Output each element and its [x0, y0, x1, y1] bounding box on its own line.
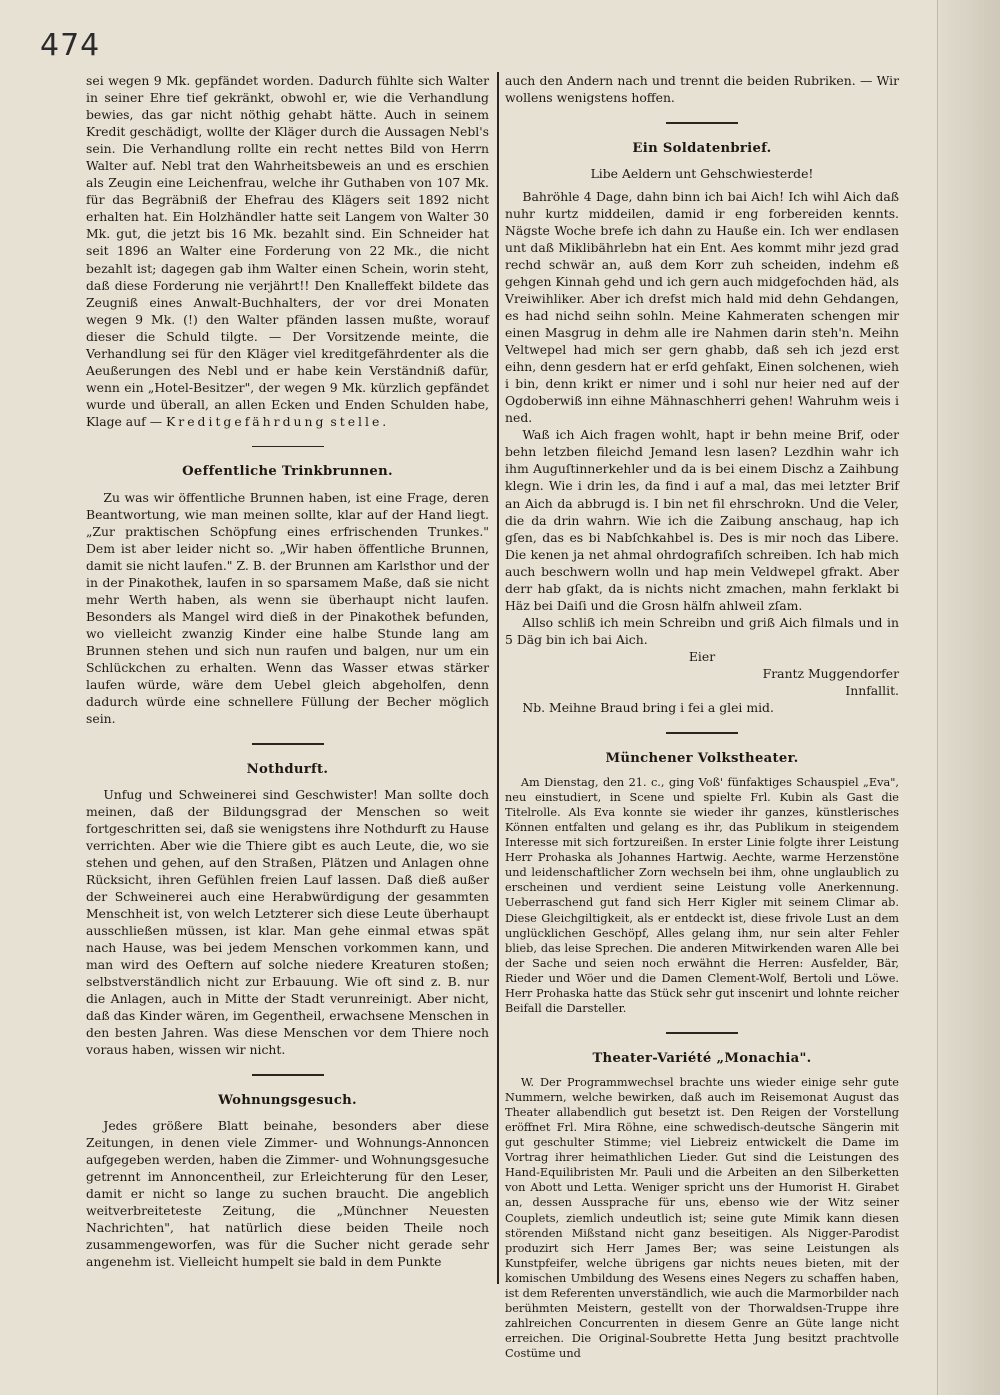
article-monachia: W. Der Programmwechsel brachte uns wieder einige sehr gute Nummern, welche bewirken, daß auch im Reisemonat August das Theater allabendlich gut besetzt ist. Den Reigen der Vorstellung eröffnet Frl. Mira Röhne, eine schwedisch-deutsche Sängerin mit gut geschulter Stimme; viel Liebreiz entwickelt die Dame im Vortrag ihrer heimathlichen Lieder. Gut sind die Leistungen des Hand-Equilibristen Mr. Pauli und die Arbeiten an den Silberketten von Abott und Letta. Weniger spricht uns der Humorist H. Girabet an, dessen Aussprache für uns, ebenso wie der Witz seiner Couplets, ziemlich undeutlich ist; seine gute Mimik kann diesen störenden Mißstand nicht ganz beseitigen. Als Nigger-Parodist produzirt sich Herr James Ber; was seine Leistungen als Kunstpfeifer, welche übrigens gar nichts neues bieten, mit der komischen Umbildung des Wesens eines Negers zu schaffen haben, ist dem Referenten unverständlich, wie auch die Marmorbilder nach berühmten Meistern, gestellt von der Thorwaldsen-Truppe ihre zahlreichen Concurrenten in diesem Genre an Güte lange nicht erreichen. Die Original-Soubrette Hetta Jung besitzt prachtvolle Costüme und [505, 1075, 899, 1361]
handwritten-page-number: 474 [40, 28, 101, 63]
letter-postscript: Nb. Meihne Braud bring i fei a glei mid. [522, 700, 774, 716]
letter-closing: Eier [688, 648, 716, 664]
section-divider [666, 1032, 738, 1034]
letter-paragraph: Bahröhle 4 Dage, dahn binn ich bai Aich! Ich wihl Aich daß nuhr kurtz middeilen, damid ir eng forbereiden kennts. Nägste Woche brefe ich dahn zu Hauße ein. Ich wer endlasen unt daß Miklibährlebn hat ein Ent. Aes kommt mihr jezd grad rechd schwär an, auß dem Korr zuh scheiden, indehm eß gehgen Kinnah gehd und ich gern auch midgefochden häd, als Vreiwihliker. Aber ich drefst mich hald mid dehn Gehdangen, es had nichd seihn sohln. Meine Kahmeraten schengen mir einen Masgrug in dehm alle ire Nahmen darin steh'n. Meihn Veltwepel had mich ser gern ghabb, daß seh ich jezd erst eihn, denn gesdern hat er erſd gehſakt, Einen solchenen, wieh i bin, denn krikt er nimer und i sohl nur heier ned auf der Ogdoberwiß inn eihne Mähnaschherri gehen! Wahruhm weis i ned. [505, 188, 899, 426]
letter-signature-title: Innfallit. [845, 683, 899, 699]
heading-nothdurft: Nothdurft. [246, 761, 329, 777]
letter-paragraph: Allso schliß ich mein Schreibn und griß Aich filmals und in 5 Däg bin ich bai Aich. [505, 614, 899, 647]
article-nothdurft: Unfug und Schweinerei sind Geschwister! Man sollte doch meinen, daß der Bildungsgrad der Menschen so weit fortgeschritten sei, daß sie wenigstens ihre Nothdurft zu Hause verrichten. Aber wie die Thiere gibt es auch Leute, die, wo sie stehen und gehen, auf den Straßen, Plätzen und Anlagen ohne Rücksicht, ihren Gefühlen freien Lauf lassen. Daß dieß außer der Schweinerei auch eine Herabwürdigung der gesammten Menschheit ist, von welch Letzterer sich diese Leute überhaupt ausschließen müssen, ist klar. Man gehe einmal etwas spät nach Hause, was bei jedem Menschen vorkommen kann, und man wird des Oeftern auf solche niedere Kreaturen stoßen; selbstverständlich nicht zur Erbauung. Wie oft sind z. B. nur die Anlagen, auch in Mitte der Stadt verunreinigt. Aber nicht, daß das Kinder wären, im Gegentheil, erwachsene Menschen in den besten Jahren. Was diese Menschen vor dem Thiere noch voraus haben, wissen wir nicht. [86, 786, 489, 1058]
heading-volkstheater: Münchener Volkstheater. [605, 750, 799, 766]
heading-wohnungsgesuch: Wohnungsgesuch. [218, 1092, 357, 1108]
section-divider [252, 1074, 324, 1076]
heading-soldatenbrief: Ein Soldatenbrief. [632, 140, 772, 156]
article-continuation: auch den Andern nach und trennt die beiden Rubriken. — Wir wollens wenigstens hoffen. [505, 73, 899, 106]
spaced-word: Kreditgefährdung [166, 413, 327, 429]
letter-salutation: Libe Aeldern unt Gehschwiesterde! [590, 165, 814, 181]
section-divider [666, 732, 738, 734]
article-volkstheater: Am Dienstag, den 21. c., ging Voß' fünfaktiges Schauspiel „Eva", neu einstudiert, in Scene und spielte Frl. Kubin als Gast die Titelrolle. Als Eva konnte sie wieder ihr ganzes, künstlerisches Können entfalten und gelang es ihr, das Publikum in steigendem Interesse mit sich fortzureißen. In erster Linie folgte ihrer Leistung Herr Prohaska als Johannes Hartwig. Aechte, warme Herzenstöne und leidenschaftlicher Zorn wechseln bei ihm, ohne unglaublich zu erscheinen und verdient seine Leistung volle Anerkennung. Ueberraschend gut fand sich Herr Kigler mit seinem Climar ab. Diese Gleichgiltigkeit, als er entdeckt ist, diese frivole Lust an dem unglücklichen Geschöpf, Alles gelang ihm, nur sein alter Fehler blieb, das leise Sprechen. Die anderen Mitwirkenden waren Alle bei der Sache und seien noch erwähnt die Herren: Ausfelder, Bär, Rieder und Wöer und die Damen Clement-Wolf, Bertoli und Löwe. Herr Prohaska hatte das Stück sehr gut inscenirt und lohnte reicher Beifall die Darsteller. [505, 775, 899, 1016]
article-trinkbrunnen: Zu was wir öffentliche Brunnen haben, ist eine Frage, deren Beantwortung, wie man meinen sollte, klar auf der Hand liegt. „Zur praktischen Schöpfung eines erfrischenden Trunkes." Dem ist aber leider nicht so. „Wir haben öffentliche Brunnen, damit sie nicht laufen." Z. B. der Brunnen am Karlsthor und der in der Pinakothek, laufen in so sparsamem Maße, daß sie nicht mehr Werth haben, als wenn sie überhaupt nicht laufen. Besonders als Mangel wird dieß in der Pinakothek befunden, wo vielleicht zwanzig Kinder eine halbe Stunde lang am Brunnen stehen und sich nun raufen und balgen, nur um ein Schlückchen zu erhalten. Wenn das Wasser etwas stärker laufen würde, wäre dem Uebel gleich abgeholfen, denn dadurch würde eine schnellere Füllung der Becher möglich sein. [86, 489, 489, 727]
article-wohnungsgesuch: Jedes größere Blatt beinahe, besonders aber diese Zeitungen, in denen viele Zimmer- und Wohnungs-Annoncen aufgegeben werden, haben die Zimmer- und Wohnungsgesuche getrennt im Annoncentheil, zur Erleichterung für den Leser, damit er nicht so lange zu suchen braucht. Die angeblich weitverbreiteteste Zeitung, die „Münchner Neuesten Nachrichten", hat natürlich diese beiden Theile noch zusammengeworfen, was für die Sucher nicht gerade sehr angenehm ist. Vielleicht humpelt sie bald in dem Punkte [86, 1118, 489, 1270]
section-divider [666, 122, 738, 124]
right-column [505, 72, 899, 1362]
letter-signature-name: Frantz Muggendorfer [762, 666, 899, 681]
section-divider [252, 446, 324, 448]
left-column [86, 72, 489, 1270]
heading-trinkbrunnen: Oeffentliche Trinkbrunnen. [182, 464, 393, 480]
letter-paragraph: Waß ich Aich fragen wohlt, hapt ir behn meine Brif, oder behn letzben fileichd Jemand lesn lasen? Lezdhin wahr ich ihm Auguſtinnerkehler und da is bei einem Dischz a Zaihbung klegn. Wie i drin les, da find i auf a mal, das mei letzter Brif an Aich da abbrugd is. I bin net fil ehrschrokn. Und die Veler, die da drin wahrn. Wie ich die Zaibung anschaug, hap ich gſen, das es bi Nabſchkahbel is. Des is mir noch das Libere. Die kenen ja net ahmal ohrdografiſch schreiben. Ich hab mich auch beschwern wolln und hap mein Veldwepel gfrakt. Aber derr hab gſakt, da is nichts nicht zmachen, mahn ferklakt bi Häz bei Daiſi und die Grosn hälfn ahlweil zſam. [505, 427, 899, 613]
article-walter-continuation: sei wegen 9 Mk. gepfändet worden. Dadurch fühlte sich Walter in seiner Ehre tief gekränkt, obwohl er, wie die Verhandlung bewies, das gar nicht nöthig gehabt hätte. Auch in seinem Kredit geschädigt, wollte der Kläger durch die Aussagen Nebl's sein. Die Verhandlung rollte ein recht nettes Bild von Herrn Walter auf. Nebl trat den Wahrheitsbeweis an und es erschien als Zeugin eine Leichenfrau, welche ihr Guthaben von 107 Mk. für das Begräbniß der Ehefrau des Klägers seit 1892 nicht erhalten hat. Ein Holzhändler hatte seit Langem von Walter 30 Mk. gut, die jetzt bis 16 Mk. bezahlt sind. Ein Schneider hat seit 1896 an Walter eine Forderung von 22 Mk., die nicht bezahlt ist; dagegen gab ihm Walter einen Schein, worin steht, daß diese Forderung nie verjährt!! Den Knalleffekt bildete das Zeugniß eines Anwalt-Buchhalters, der vor drei Monaten wegen 9 Mk. (!) den Walter pfänden lassen mußte, worauf dieser die Schuld tilgte. — Der Vorsitzende meinte, die Verhandlung sei für den Kläger viel kreditgefährdenter als die Aeußerungen des Nebl und er habe kein Verständniß dafür, wenn ein „Hotel-Besitzer", der wegen 9 Mk. kürzlich gepfändet wurde und überall, an allen Ecken und Enden Schulden habe, Klage auf — Kreditgefährdung stelle. [86, 73, 489, 429]
column-divider [497, 72, 499, 1284]
page-edge-shadow [937, 0, 1000, 1395]
heading-monachia: Theater-Variété „Monachia". [592, 1050, 812, 1066]
section-divider [252, 743, 324, 745]
